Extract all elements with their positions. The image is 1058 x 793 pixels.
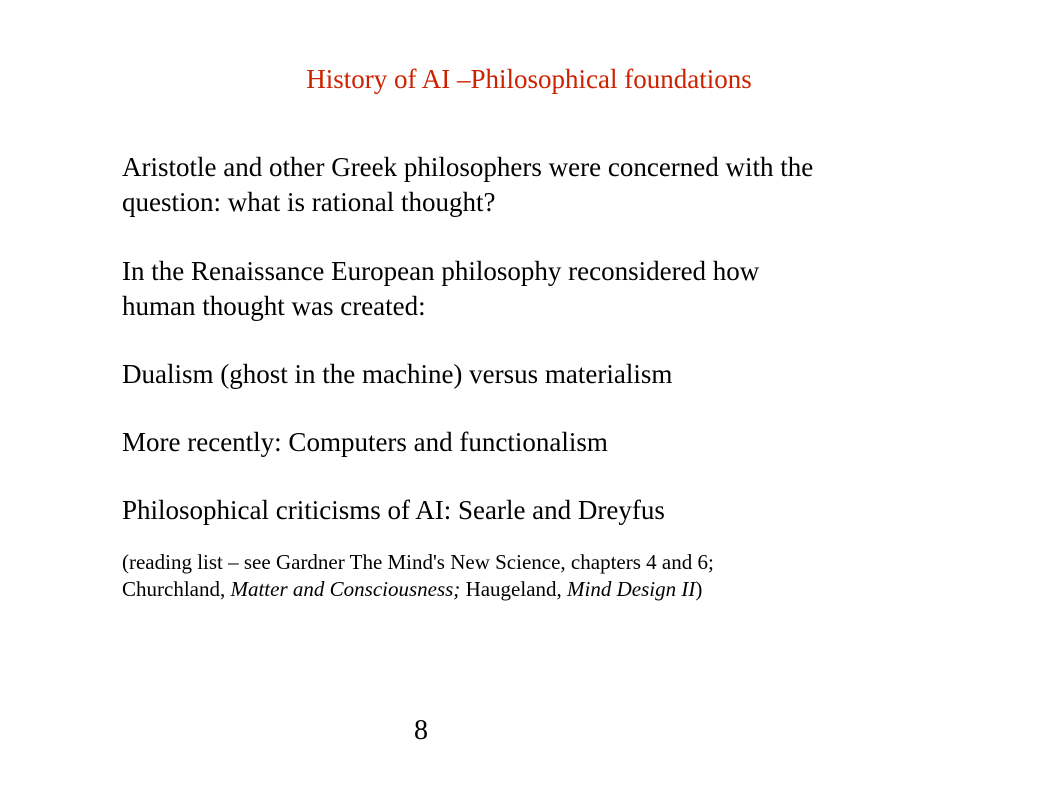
page-number: 8 bbox=[414, 715, 428, 746]
reading-author: Churchland, bbox=[122, 577, 231, 601]
paragraph-line: In the Renaissance European philosophy reconsidered how bbox=[122, 256, 760, 286]
reading-book-title: Matter and Consciousness; bbox=[230, 577, 461, 601]
paragraph-line: question: what is rational thought? bbox=[122, 187, 496, 217]
reading-close-paren: ) bbox=[695, 577, 703, 601]
paragraph-dualism bbox=[122, 357, 1022, 392]
paragraph-functionalism bbox=[122, 425, 1022, 460]
paragraph-line: Philosophical criticisms of AI: Searle and Dreyfus bbox=[122, 495, 665, 525]
paragraph-line: Aristotle and other Greek philosophers were concerned with the bbox=[122, 152, 814, 182]
paragraph-line: More recently: Computers and functionalism bbox=[122, 427, 608, 457]
reading-list-line bbox=[122, 576, 1022, 603]
reading-author: Haugeland, bbox=[460, 577, 568, 601]
slide-title: History of AI –Philosophical foundations bbox=[306, 64, 752, 94]
paragraph-criticisms bbox=[122, 493, 1022, 528]
reading-list-line: (reading list – see Gardner The Mind's New Science, chapters 4 and 6; bbox=[122, 550, 714, 574]
paragraph-renaissance bbox=[122, 254, 1022, 324]
paragraph-line: human thought was created: bbox=[122, 291, 426, 321]
paragraph-aristotle bbox=[122, 150, 1022, 220]
paragraph-line: Dualism (ghost in the machine) versus materialism bbox=[122, 359, 673, 389]
slide-body bbox=[122, 150, 1022, 603]
reading-list bbox=[122, 549, 1022, 603]
reading-book-title: Mind Design II bbox=[567, 577, 696, 601]
